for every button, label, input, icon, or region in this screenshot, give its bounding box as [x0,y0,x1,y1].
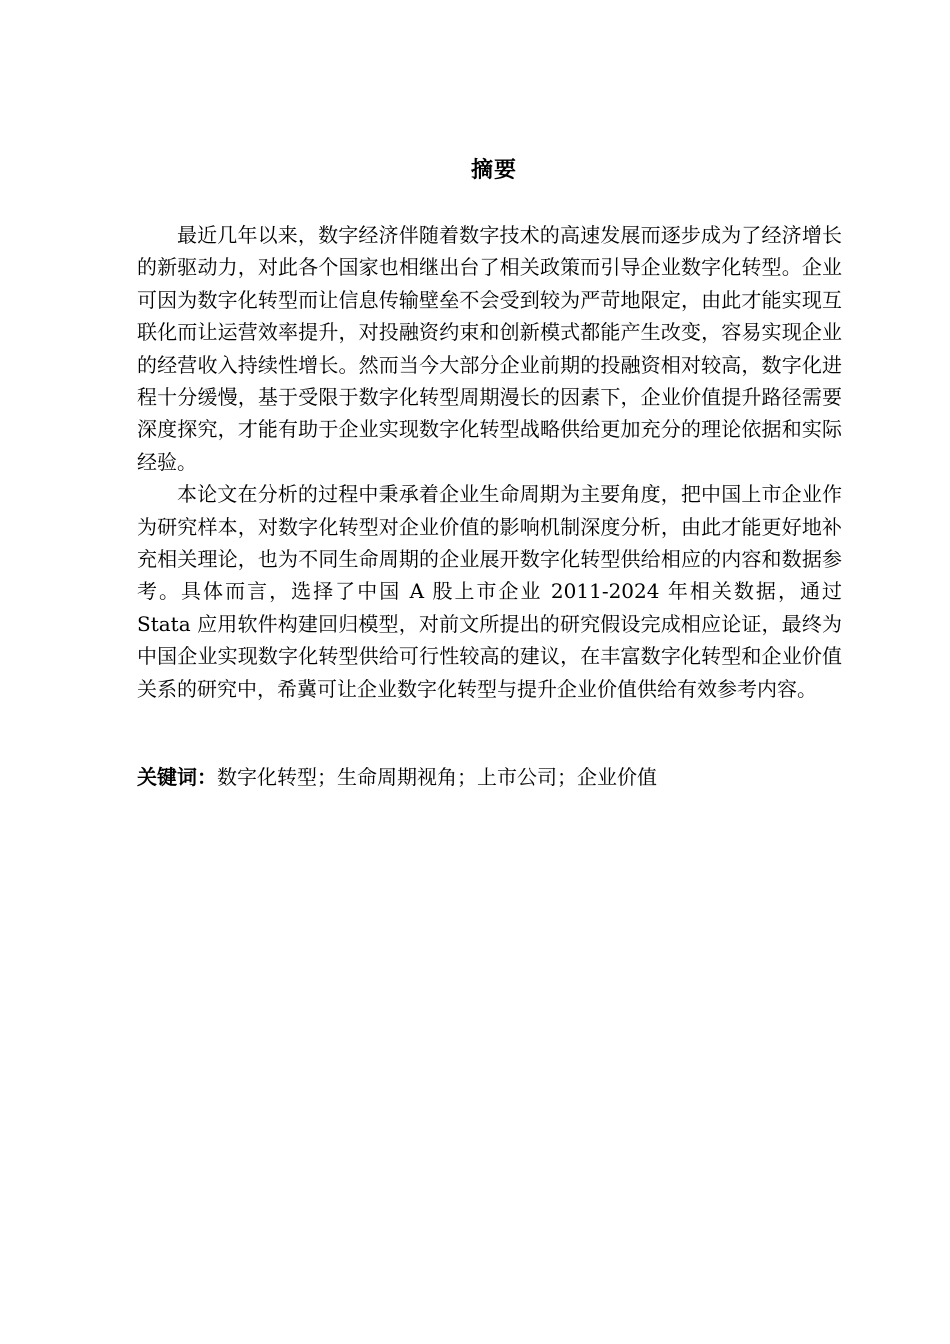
keywords-text: 数字化转型；生命周期视角；上市公司；企业价值 [217,765,657,789]
abstract-paragraph-1: 最近几年以来，数字经济伴随着数字技术的高速发展而逐步成为了经济增长的新驱动力，对此各个国家也相继出台了相关政策而引导企业数字化转型。企业可因为数字化转型而让信息传输壁垒不会受到较为严苛地限定，由此才能实现互联化而让运营效率提升，对投融资约束和创新模式都能产生改变，容易实现企业的经营收入持续性增长。然而当今大部分企业前期的投融资相对较高，数字化进程十分缓慢，基于受限于数字化转型周期漫长的因素下，企业价值提升路径需要深度探究，才能有助于企业实现数字化转型战略供给更加充分的理论依据和实际经验。 [137,223,842,474]
abstract-paragraph-2: 本论文在分析的过程中秉承着企业生命周期为主要角度，把中国上市企业作为研究样本，对数字化转型对企业价值的影响机制深度分析，由此才能更好地补充相关理论，也为不同生命周期的企业展开数字化转型供给相应的内容和数据参考。具体而言，选择了中国 A 股上市企业 2011-2024 年相关数据，通过 Stata 应用软件构建回归模型，对前文所提出的研究假设完成相应论证，最终为中国企业实现数字化转型供给可行性较高的建议，在丰富数字化转型和企业价值关系的研究中，希冀可让企业数字化转型与提升企业价值供给有效参考内容。 [137,482,842,701]
keywords-line [137,760,842,794]
abstract-title: 摘要 [470,158,517,183]
abstract-body [137,219,842,705]
keywords-label: 关键词： [137,765,217,789]
